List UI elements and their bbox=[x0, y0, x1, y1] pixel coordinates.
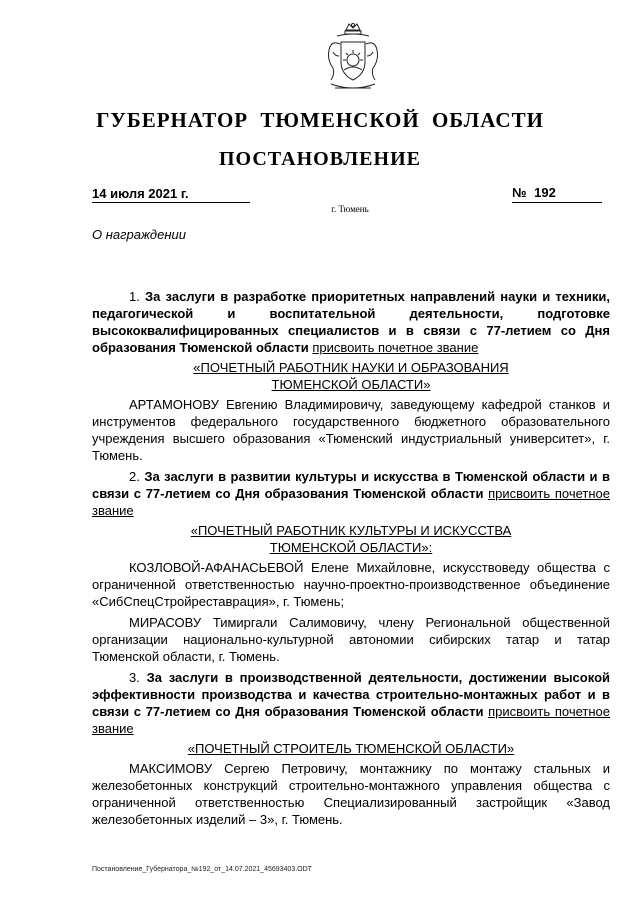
recipient-paragraph: МАКСИМОВУ Сергею Петровичу, монтажнику по монтажу стальных и железобетонных конструкций строительно-монтажного управления общества с ограниченной ответственностью Специализированный застройщик «Завод железобетонных изделий – 3», г. Тюмень. bbox=[92, 761, 610, 827]
number-label: № bbox=[512, 185, 527, 200]
section-reason: За заслуги в производственной деятельности, достижении высокой эффективности производства и качества строительно-монтажных работ и в связи с 77-летием со Дня образования Тюменской области bbox=[92, 670, 610, 719]
tyumen-coat-of-arms-icon bbox=[313, 22, 393, 102]
document-date: 14 июля 2021 г. bbox=[92, 186, 189, 201]
honorary-title bbox=[92, 359, 610, 393]
recipient-paragraph: КОЗЛОВОЙ-АФАНАСЬЕВОЙ Елене Михайловне, искусствоведу общества с ограниченной ответственностью научно-проектно-производственное объединение «СибСпецСтройреставрация», г. Тюмень; bbox=[92, 560, 610, 609]
file-footer: Постановление_Губернатора_№192_от_14.07.2021_45693403.ODT bbox=[92, 866, 312, 873]
section-number: 1. bbox=[129, 289, 140, 304]
document-body bbox=[92, 288, 610, 828]
award-phrase: присвоить почетное звание bbox=[92, 704, 610, 736]
honorary-title-line: «ПОЧЕТНЫЙ СТРОИТЕЛЬ ТЮМЕНСКОЙ ОБЛАСТИ» bbox=[187, 741, 515, 756]
number-field bbox=[512, 185, 602, 203]
section-number: 2. bbox=[129, 469, 140, 484]
recipient-paragraph: АРТАМОНОВУ Евгению Владимировичу, заведующему кафедрой станков и инструментов федерального государственного бюджетного образовательного учреждения высшего образования «Тюменский индустриальный университет», г. Тюмень. bbox=[92, 397, 610, 463]
section-reason: За заслуги в развитии культуры и искусства в Тюменской области и в связи с 77-летием со Дня образования Тюменской области bbox=[92, 469, 610, 501]
section-lead bbox=[92, 288, 610, 356]
honorary-title bbox=[92, 740, 610, 757]
honorary-title-line: «ПОЧЕТНЫЙ РАБОТНИК НАУКИ И ОБРАЗОВАНИЯ bbox=[193, 360, 509, 375]
honorary-title bbox=[92, 522, 610, 556]
award-phrase: присвоить почетное звание bbox=[312, 340, 479, 355]
governor-title: ГУБЕРНАТОР ТЮМЕНСКОЙ ОБЛАСТИ bbox=[96, 108, 544, 132]
document-subject: О награждении bbox=[92, 227, 186, 242]
honorary-title-line: ТЮМЕНСКОЙ ОБЛАСТИ»: bbox=[269, 540, 433, 555]
document-number: 192 bbox=[534, 185, 556, 200]
honorary-title-line: ТЮМЕНСКОЙ ОБЛАСТИ» bbox=[271, 377, 431, 392]
section-number: 3. bbox=[129, 670, 140, 685]
award-phrase: присвоить почетное звание bbox=[92, 486, 610, 518]
section-reason: За заслуги в разработке приоритетных направлений науки и техники, педагогической и воспитательной деятельности, подготовке высококвалифицированных специалистов и в связи с 77-летием со Дня образования Тюменской области bbox=[92, 289, 610, 355]
date-field bbox=[92, 185, 250, 203]
document-type: ПОСТАНОВЛЕНИЕ bbox=[219, 148, 421, 170]
section-lead bbox=[92, 669, 610, 737]
recipient-paragraph: МИРАСОВУ Тимиргали Салимовичу, члену Региональной общественной организации национально-культурной автономии сибирских татар и татар Тюменской области, г. Тюмень. bbox=[92, 615, 610, 664]
honorary-title-line: «ПОЧЕТНЫЙ РАБОТНИК КУЛЬТУРЫ И ИСКУССТВА bbox=[190, 523, 512, 538]
section-lead bbox=[92, 468, 610, 519]
city-label: г. Тюмень bbox=[331, 204, 369, 214]
